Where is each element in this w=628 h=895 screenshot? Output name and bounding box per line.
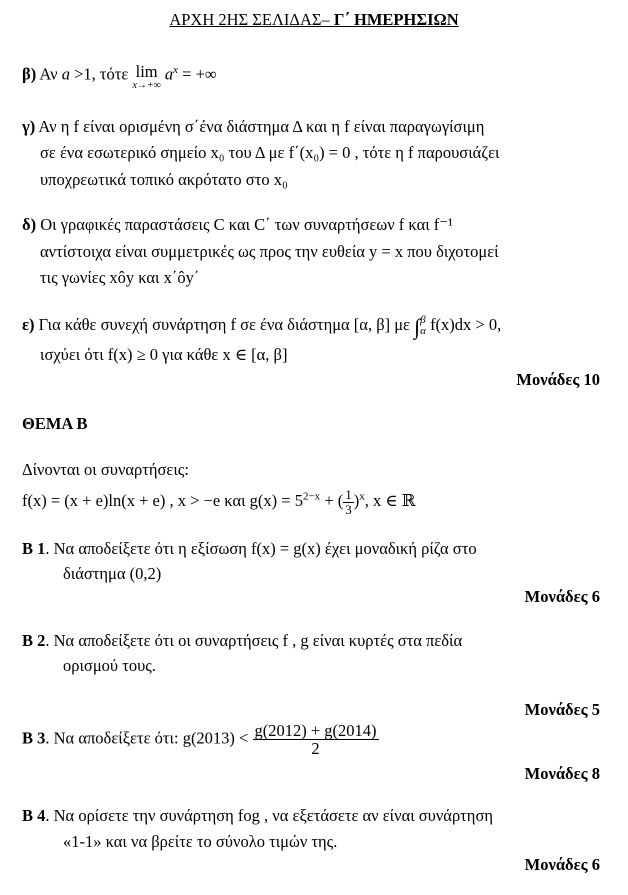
question-text: . Να αποδείξετε ότι: g(2013) < bbox=[45, 728, 249, 748]
fraction bbox=[343, 488, 354, 516]
question-text: . Να αποδείξετε ότι οι συναρτήσεις f , g είναι κυρτές στα πεδία bbox=[45, 631, 463, 650]
item-text: Αν η f είναι ορισμένη σ΄ένα διάστημα Δ και η f είναι παραγωγίσιμη bbox=[35, 117, 485, 136]
integral-lower: α bbox=[420, 325, 426, 338]
fraction-denominator: 2 bbox=[311, 739, 320, 759]
math-var: a bbox=[61, 64, 70, 84]
integral-sign: ∫ bbox=[414, 314, 421, 339]
section-title: ΘΕΜΑ Β bbox=[22, 414, 88, 433]
item-delta-line1 bbox=[22, 215, 453, 235]
question-label: Β 1 bbox=[22, 539, 46, 558]
item-label: δ) bbox=[22, 215, 37, 234]
page-header bbox=[0, 10, 628, 30]
question-text: . Να ορίσετε την συνάρτηση fog , να εξετάσετε αν είναι συνάρτηση bbox=[45, 806, 493, 825]
exponent: 2−x bbox=[302, 490, 321, 503]
question-label: Β 2 bbox=[22, 631, 46, 650]
item-label: γ) bbox=[22, 117, 36, 136]
given-text: Δίνονται οι συναρτήσεις: bbox=[22, 460, 189, 479]
item-epsilon-line1 bbox=[22, 314, 501, 340]
b1-line2: διάστημα (0,2) bbox=[63, 564, 162, 583]
fraction bbox=[253, 722, 379, 758]
fraction-numerator: 1 bbox=[345, 487, 352, 502]
question-text: . Να αποδείξετε ότι η εξίσωση f(x) = g(x) έχει μοναδική ρίζα στο bbox=[45, 539, 477, 558]
formula-part: + ( bbox=[320, 490, 344, 510]
fraction-denominator: 3 bbox=[345, 501, 352, 517]
lim-word: lim bbox=[135, 62, 158, 81]
b2-line2: ορισμού τους. bbox=[63, 656, 156, 675]
item-text: Για κάθε συνεχή συνάρτηση f σε ένα διάστημα [α, β] με bbox=[34, 315, 415, 334]
math-var: a bbox=[160, 64, 174, 84]
formula-part: ) bbox=[353, 490, 360, 510]
question-label: Β 3 bbox=[22, 728, 46, 748]
item-delta-line3: τις γωνίες xôy και x΄ôy΄ bbox=[40, 268, 200, 287]
b1-line1 bbox=[22, 539, 477, 559]
b4-line2: «1-1» και να βρείτε το σύνολο τιμών της. bbox=[63, 832, 338, 851]
formula-part: f(x) = (x + e)ln(x + e) , x > −e και g(x) = 5 bbox=[22, 490, 303, 510]
b2-monades: Μονάδες 5 bbox=[524, 700, 600, 719]
limit-expression bbox=[132, 64, 160, 91]
b3-monades: Μονάδες 8 bbox=[524, 764, 600, 783]
item-text: Οι γραφικές παραστάσεις C και C΄ των συναρτήσεων f και f⁻¹ bbox=[36, 215, 453, 234]
b4-monades: Μονάδες 6 bbox=[524, 855, 600, 874]
lim-subscript: x→+∞ bbox=[132, 79, 161, 91]
item-label: β) bbox=[22, 64, 37, 84]
item-gamma-line1 bbox=[22, 117, 484, 137]
integral-upper: β bbox=[420, 314, 426, 327]
b3-line1 bbox=[22, 722, 379, 758]
header-plain: ΑΡΧΗ 2ΗΣ ΣΕΛΙΔΑΣ– bbox=[169, 10, 334, 29]
exponent: x bbox=[173, 64, 179, 76]
item-label: ε) bbox=[22, 315, 35, 334]
exponent: x bbox=[359, 490, 365, 503]
fraction-numerator: g(2012) + g(2014) bbox=[254, 721, 377, 740]
header-bold: Γ΄ ΗΜΕΡΗΣΙΩΝ bbox=[333, 10, 459, 29]
item-gamma-line3: υποχρεωτικά τοπικό ακρότατο στο x₀ bbox=[40, 170, 288, 189]
b2-line1 bbox=[22, 631, 462, 651]
item-text: f(x)dx > 0, bbox=[425, 315, 502, 334]
functions-formula bbox=[22, 488, 415, 516]
item-delta-line2: αντίστοιχα είναι συμμετρικές ως προς την ευθεία y = x που διχοτομεί bbox=[40, 242, 499, 261]
item-text: = +∞ bbox=[178, 64, 217, 84]
monades-a: Μονάδες 10 bbox=[516, 370, 600, 389]
item-text: >1, τότε bbox=[69, 64, 133, 84]
item-beta bbox=[22, 64, 217, 91]
item-epsilon-line2: ισχύει ότι f(x) ≥ 0 για κάθε x ∈ [α, β] bbox=[40, 345, 288, 364]
b4-line1 bbox=[22, 806, 493, 826]
item-gamma-line2: σε ένα εσωτερικό σημείο x₀ του Δ με f΄(x₀) = 0 , τότε η f παρουσιάζει bbox=[40, 143, 500, 162]
b1-monades: Μονάδες 6 bbox=[524, 587, 600, 606]
question-label: Β 4 bbox=[22, 806, 46, 825]
item-text: Αν bbox=[36, 64, 62, 84]
formula-part: , x ∈ ℝ bbox=[364, 490, 416, 510]
